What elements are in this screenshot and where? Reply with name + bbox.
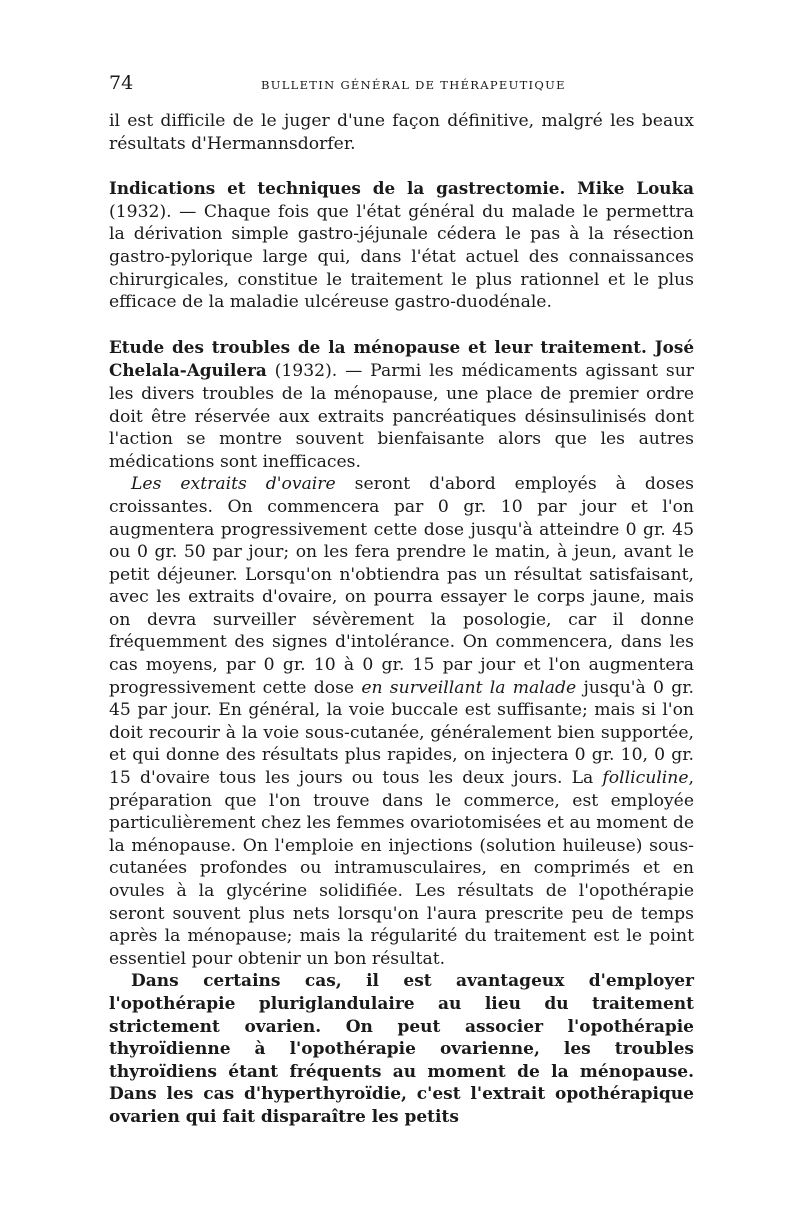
- body-text: , préparation que l'on trouve dans le commerce, est employée particulièrement chez les femmes ovariotomisées et au moment de la ménopause. On l'emploie en injections (solution huileuse) sous-cutanées profondes ou intramusculaires, en comprimés et en ovules à la glycérine solidifiée. Les résultats de l'opothérapie seront souvent plus nets lorsqu'on l'aura prescrite peu de temps après la ménopause; mais la régularité du traitement est le point essentiel pour obtenir un bon résultat.: [109, 768, 694, 969]
- section-paragraph: [109, 177, 694, 314]
- body-text: jusqu'à 0 gr. 45 par jour. En général, la voie buccale est suffisante; mais si l'on doit recourir à la voie sous-cutanée, généralement bien supportée, et qui donne des résultats plus rapides, on injectera 0 gr. 10, 0 gr. 15 d'ovaire tous les jours ou tous les deux jours. La: [109, 677, 694, 789]
- italic-term: en surveillant la malade: [361, 677, 577, 698]
- section-paragraph: [109, 336, 694, 474]
- italic-term: folliculine: [602, 768, 689, 789]
- section-year: (1932).: [274, 361, 338, 382]
- section-menopause: [109, 336, 694, 1129]
- section-body: — Chaque fois que l'état général du malade le permettra la dérivation simple gastro-jéjunale cédera le pas à la résection gastro-pylorique large qui, dans l'état actuel des connaissances chirurgicales, constitue le traitement le plus rationnel et le plus efficace de la maladie ulcéreuse gastro-duodénale.: [109, 201, 694, 313]
- journal-title: BULLETIN GÉNÉRAL DE THÉRAPEUTIQUE: [261, 78, 566, 92]
- intro-paragraph: il est difficile de le juger d'une façon définitive, malgré les beaux résultats d'Hermannsdorfer.: [109, 111, 694, 154]
- paragraph-extraits-ovaire: [109, 473, 694, 970]
- section-title: Etude des troubles de la ménopause et leur traitement. José Chelala-Aguilera: [109, 336, 694, 381]
- page-number: 74: [109, 72, 134, 94]
- section-body: — Parmi les médicaments agissant sur les divers troubles de la ménopause, une place de premier ordre doit être réservée aux extraits pancréatiques désinsulinisés dont l'action se montre souvent bienfaisante alors que les autres médications sont inefficaces.: [109, 361, 694, 472]
- paragraph-pluriglandulaire: Dans certains cas, il est avantageux d'employer l'opothérapie pluriglandulaire au lieu du traitement strictement ovarien. On peut associer l'opothérapie thyroïdienne à l'opothérapie ovarienne, les troubles thyroïdiens étant fréquents au moment de la ménopause. Dans les cas d'hyperthyroïdie, c'est l'extrait opothérapique ovarien qui fait disparaître les petits: [109, 971, 694, 1127]
- italic-term: Les extraits d'ovaire: [131, 474, 336, 495]
- body-text: seront d'abord employés à doses croissantes. On commencera par 0 gr. 10 par jour et l'on augmentera progressivement cette dose jusqu'à atteindre 0 gr. 45 ou 0 gr. 50 par jour; on les fera prendre le matin, à jeun, avant le petit déjeuner. Lorsqu'on n'obtiendra pas un résultat satisfaisant, avec les extraits d'ovaire, on pourra essayer le corps jaune, mais on devra surveiller sévèrement la posologie, car il donne fréquemment des signes d'intolérance. On commencera, dans les cas moyens, par 0 gr. 10 à 0 gr. 15 par jour et l'on augmentera progressivement cette dose: [109, 474, 694, 698]
- running-head: [109, 72, 694, 96]
- section-year: (1932).: [109, 201, 172, 222]
- section-title: Indications et techniques de la gastrectomie. Mike Louka: [109, 178, 694, 199]
- section-gastrectomie: [109, 177, 694, 314]
- document-page: [109, 72, 694, 1129]
